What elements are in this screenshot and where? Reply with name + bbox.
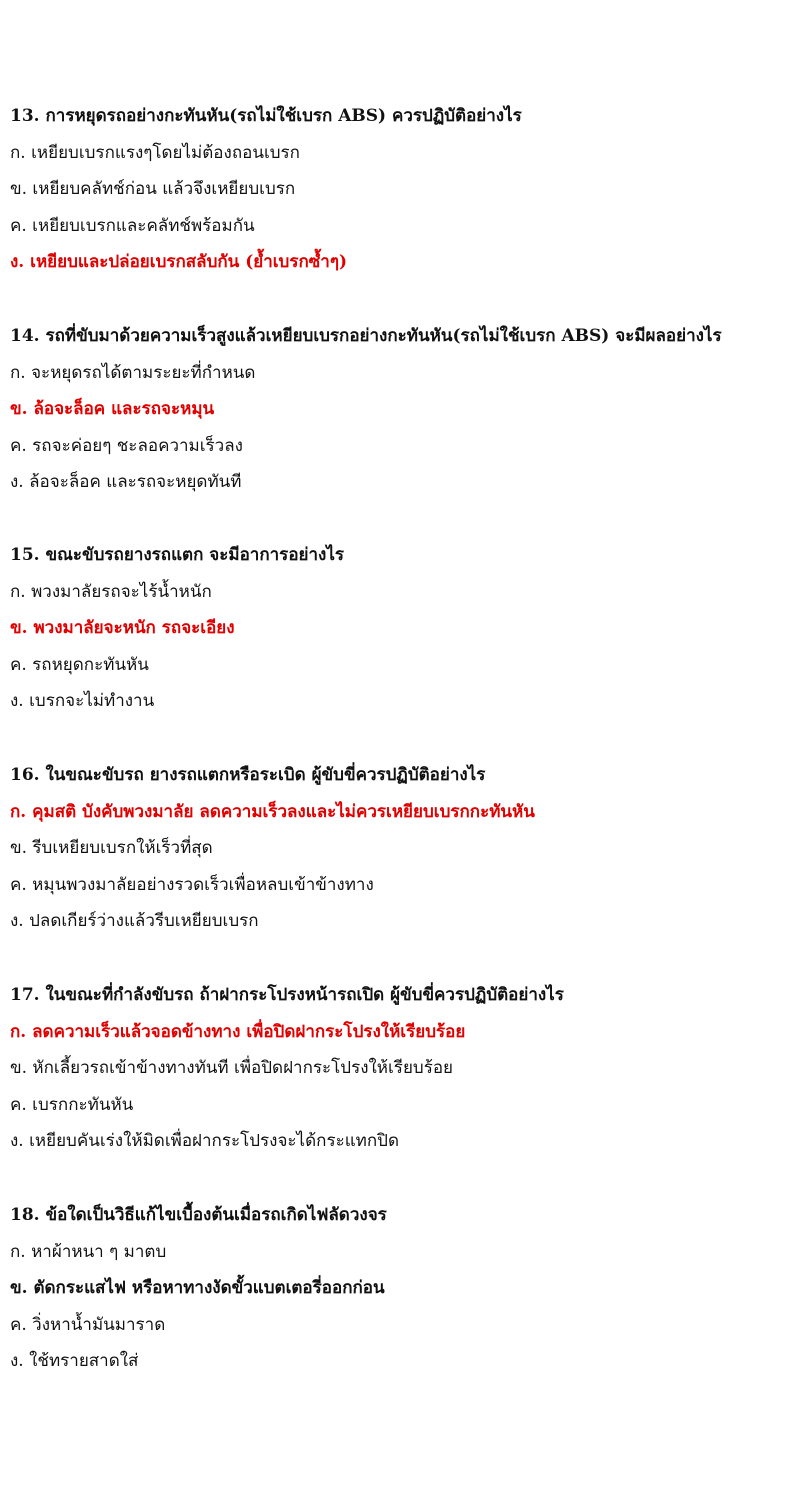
option-a: ก. เหยียบเบรกแรงๆโดยไม่ต้องถอนเบรก <box>10 142 300 163</box>
question-18 <box>10 1197 790 1380</box>
option-b-correct-answer: ข. พวงมาลัยจะหนัก รถจะเอียง <box>10 618 235 638</box>
option-c: ค. เบรกกะทันหัน <box>10 1094 134 1115</box>
question-text: 17. ในขณะที่กำลังขับรถ ถ้าฝากระโปรงหน้ารถเปิด ผู้ขับขี่ควรปฏิบัติอย่างไร <box>10 985 564 1005</box>
option-a-correct-answer: ก. ลดความเร็วแล้วจอดข้างทาง เพื่อปิดฝากระโปรงให้เรียบร้อย <box>10 1021 466 1042</box>
question-text: 18. ข้อใดเป็นวิธีแก้ไขเบื้องต้นเมื่อรถเกิดไฟลัดวงจร <box>10 1205 387 1225</box>
option-c: ค. เหยียบเบรกและคลัทช์พร้อมกัน <box>10 215 255 236</box>
option-b: ข. เหยียบคลัทช์ก่อน แล้วจึงเหยียบเบรก <box>10 179 296 199</box>
option-c: ค. หมุนพวงมาลัยอย่างรวดเร็วเพื่อหลบเข้าข้างทาง <box>10 874 374 895</box>
option-b: ข. หักเลี้ยวรถเข้าข้างทางทันที เพื่อปิดฝากระโปรงให้เรียบร้อย <box>10 1058 453 1078</box>
option-a-correct-answer: ก. คุมสติ บังคับพวงมาลัย ลดความเร็วลงและไม่ควรเหยียบเบรกกะทันหัน <box>10 801 535 822</box>
question-text: 14. รถที่ขับมาด้วยความเร็วสูงแล้วเหยียบเบรกอย่างกะทันหัน(รถไม่ใช้เบรก ABS) จะมีผลอย่างไร <box>10 326 722 346</box>
option-a: ก. พวงมาลัยรถจะไร้น้ำหนัก <box>10 581 212 602</box>
option-a: ก. จะหยุดรถได้ตามระยะที่กำหนด <box>10 362 256 383</box>
option-b-correct-answer: ข. ล้อจะล็อค และรถจะหมุน <box>10 399 215 419</box>
option-d: ง. เหยียบคันเร่งให้มิดเพื่อฝากระโปรงจะได้กระแทกปิด <box>10 1131 399 1151</box>
question-text: 15. ขณะขับรถยางรถแตก จะมีอาการอย่างไร <box>10 545 345 565</box>
question-13 <box>10 98 790 281</box>
option-d: ง. ล้อจะล็อค และรถจะหยุดทันที <box>10 472 242 492</box>
question-text: 13. การหยุดรถอย่างกะทันหัน(รถไม่ใช้เบรก ABS) ควรปฏิบัติอย่างไร <box>10 106 522 126</box>
option-b: ข. ตัดกระแสไฟ หรือหาทางงัดขั้วแบตเตอรี่ออกก่อน <box>10 1278 385 1298</box>
option-a: ก. หาผ้าหนา ๆ มาตบ <box>10 1241 167 1262</box>
question-15 <box>10 537 790 720</box>
option-d: ง. ใช้ทรายสาดใส่ <box>10 1351 139 1371</box>
option-d: ง. เบรกจะไม่ทำงาน <box>10 691 155 711</box>
option-c: ค. รถหยุดกะทันหัน <box>10 654 149 675</box>
question-14 <box>10 318 790 501</box>
question-17 <box>10 977 790 1160</box>
option-c: ค. รถจะค่อยๆ ชะลอความเร็วลง <box>10 435 243 456</box>
option-d-correct-answer: ง. เหยียบและปล่อยเบรกสลับกัน (ย้ำเบรกซ้ำๆ) <box>10 252 348 272</box>
option-b: ข. รีบเหยียบเบรกให้เร็วที่สุด <box>10 838 213 858</box>
option-d: ง. ปลดเกียร์ว่างแล้วรีบเหยียบเบรก <box>10 911 259 931</box>
question-text: 16. ในขณะขับรถ ยางรถแตกหรือระเบิด ผู้ขับขี่ควรปฏิบัติอย่างไร <box>10 765 486 785</box>
question-16 <box>10 757 790 940</box>
option-c: ค. วิ่งหาน้ำมันมาราด <box>10 1314 166 1335</box>
